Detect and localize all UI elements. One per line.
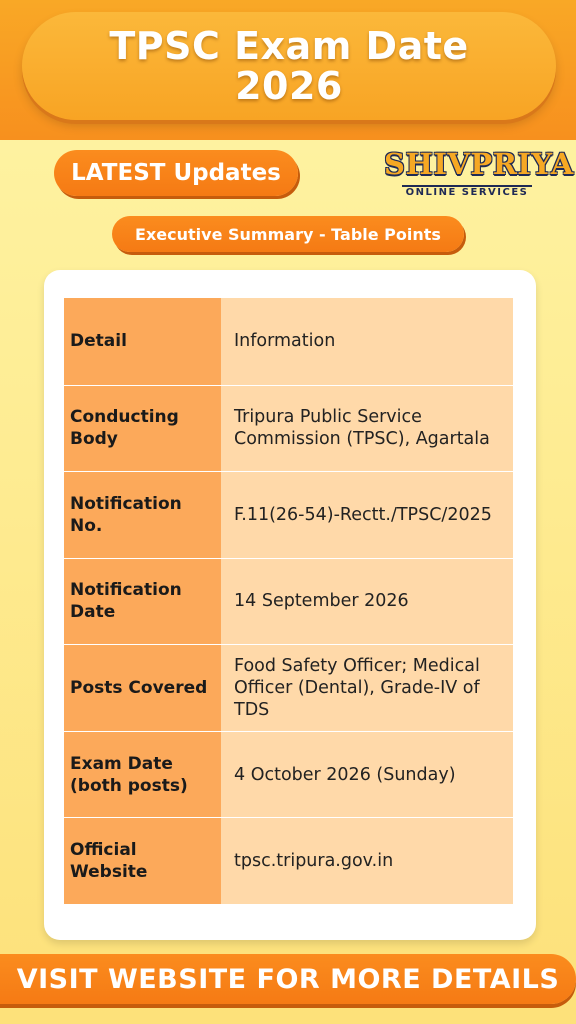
row-value: Information xyxy=(221,298,513,385)
row-value: 4 October 2026 (Sunday) xyxy=(221,732,513,818)
table-row xyxy=(64,298,513,385)
row-label: Notification Date xyxy=(64,559,221,645)
shivpriya-logo xyxy=(384,147,574,198)
summary-table xyxy=(64,298,513,904)
page-title xyxy=(109,26,468,106)
table-row xyxy=(64,385,513,472)
row-label: Exam Date (both posts) xyxy=(64,732,221,818)
row-label: Notification No. xyxy=(64,472,221,558)
table-row xyxy=(64,471,513,558)
row-label: Detail xyxy=(64,298,221,385)
title-line-1: TPSC Exam Date xyxy=(109,24,469,68)
row-label: Posts Covered xyxy=(64,645,221,731)
row-value: 14 September 2026 xyxy=(221,559,513,645)
row-label: Conducting Body xyxy=(64,386,221,472)
row-value: tpsc.tripura.gov.in xyxy=(221,818,513,904)
row-value: Food Safety Officer; Medical Officer (Dental), Grade-IV of TDS xyxy=(221,645,513,731)
visit-website-button[interactable]: VISIT WEBSITE FOR MORE DETAILS xyxy=(0,954,576,1004)
title-banner xyxy=(22,12,556,120)
table-row xyxy=(64,644,513,731)
row-label: Official Website xyxy=(64,818,221,904)
table-row xyxy=(64,731,513,818)
logo-main-text: SHIVPRIYA xyxy=(384,147,574,181)
logo-sub-text: ONLINE SERVICES xyxy=(402,185,533,198)
latest-updates-badge: LATEST Updates xyxy=(54,150,298,196)
table-row xyxy=(64,817,513,904)
row-value: Tripura Public Service Commission (TPSC), Agartala xyxy=(221,386,513,472)
executive-summary-badge: Executive Summary - Table Points xyxy=(112,216,464,252)
title-line-2: 2026 xyxy=(235,64,343,108)
table-row xyxy=(64,558,513,645)
row-value: F.11(26-54)-Rectt./TPSC/2025 xyxy=(221,472,513,558)
